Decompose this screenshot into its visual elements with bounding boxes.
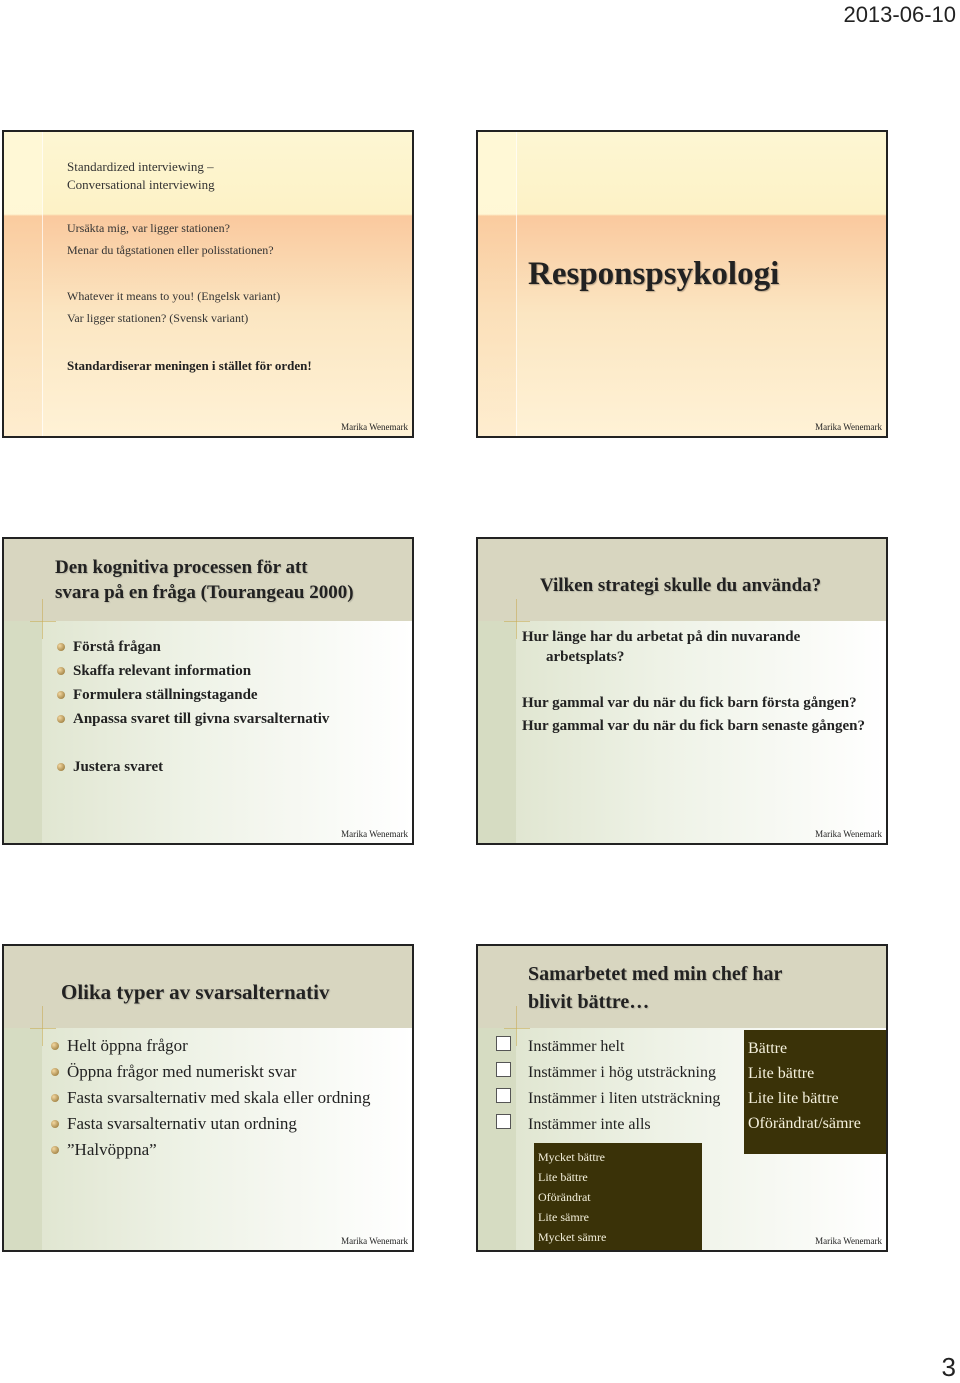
option-checkbox[interactable] [496, 1088, 511, 1103]
option-label: Instämmer inte alls [528, 1116, 651, 1133]
slide-footer: Marika Wenemark [341, 422, 408, 432]
bullet-icon [51, 1120, 59, 1128]
option-label: Instämmer i liten utsträckning [528, 1090, 721, 1107]
page-date: 2013-06-10 [843, 2, 956, 27]
slide-footer: Marika Wenemark [341, 1236, 408, 1246]
slide-title: Olika typer av svarsalternativ [61, 980, 330, 1004]
alternative-scale-box [744, 1030, 886, 1154]
scale-option: Oförändrat/sämre [748, 1115, 861, 1132]
page-number: 3 [941, 1352, 956, 1382]
slide-body [67, 219, 280, 327]
list-item-text: Helt öppna frågor [67, 1036, 188, 1055]
option-checkbox[interactable] [496, 1114, 511, 1129]
body-line: Menar du tågstationen eller polisstationen? [67, 243, 274, 257]
body-line: Whatever it means to you! (Engelsk variant) [67, 289, 281, 303]
list-item [51, 1111, 371, 1137]
list-item-text: Fasta svarsalternativ med skala eller ordning [67, 1088, 371, 1107]
scale-option: Lite sämre [538, 1210, 589, 1224]
scale-option: Oförändrat [538, 1190, 591, 1204]
list-item [57, 755, 163, 779]
slide-olika-typer [2, 944, 414, 1252]
list-item-text: Formulera ställningstagande [73, 687, 258, 703]
list-item [51, 1085, 371, 1111]
list-item-text: Skaffa relevant information [73, 663, 252, 679]
scale-option: Bättre [748, 1040, 788, 1057]
slide-decoration [478, 621, 516, 843]
list-item-text: Anpassa svaret till givna svarsalternativ [73, 711, 330, 727]
slide-footer: Marika Wenemark [341, 829, 408, 839]
question-line: Hur gammal var du när du fick barn senaste gången? [522, 718, 865, 734]
slide-conclusion: Standardiserar meningen i stället för orden! [67, 358, 312, 373]
slide-decoration [4, 621, 42, 843]
slide-decoration [504, 1028, 530, 1029]
bullet-icon [51, 1094, 59, 1102]
slide-title-line: Den kognitiva processen för att [55, 557, 308, 578]
slide-title-line: Conversational interviewing [67, 177, 215, 192]
list-item-text: Fasta svarsalternativ utan ordning [67, 1114, 297, 1133]
body-line: Ursäkta mig, var ligger stationen? [67, 221, 230, 235]
slide-decoration [30, 1028, 56, 1029]
slide-title: Vilken strategi skulle du använda? [540, 575, 822, 596]
slide-decoration [516, 1006, 517, 1046]
body-line: Var ligger stationen? (Svensk variant) [67, 311, 249, 325]
slide-decoration [516, 132, 517, 436]
slide-title: Responspsykologi [528, 256, 780, 292]
bullet-icon [57, 715, 65, 723]
slide-decoration [42, 1006, 43, 1046]
slide-title-line: svara på en fråga (Tourangeau 2000) [55, 582, 354, 603]
question-line: Hur länge har du arbetat på din nuvarande [522, 629, 801, 645]
scale-option: Mycket bättre [538, 1150, 605, 1164]
slide-decoration [4, 1028, 42, 1250]
bullet-icon [57, 667, 65, 675]
slide-title [55, 555, 354, 605]
slide-title [67, 158, 215, 194]
slide-footer: Marika Wenemark [815, 422, 882, 432]
slide-title-line: blivit bättre… [528, 991, 650, 1013]
option-checkbox[interactable] [496, 1036, 511, 1051]
list-item [57, 707, 329, 731]
bullet-icon [51, 1068, 59, 1076]
question-line: Hur gammal var du när du fick barn första gången? [522, 695, 857, 711]
bullet-list [57, 755, 163, 779]
answer-options [528, 1034, 720, 1138]
slide-decoration [516, 599, 517, 639]
bullet-icon [51, 1146, 59, 1154]
bullet-icon [57, 763, 65, 771]
slide-title-line: Samarbetet med min chef har [528, 963, 783, 985]
question-line: arbetsplats? [546, 649, 625, 665]
list-item [51, 1059, 371, 1085]
list-item-text: ”Halvöppna” [67, 1140, 157, 1159]
bullet-list [57, 635, 329, 731]
slide-samarbetet [476, 944, 888, 1252]
list-item [57, 659, 329, 683]
list-item [57, 683, 329, 707]
scale-option: Mycket sämre [538, 1230, 607, 1244]
list-item [51, 1137, 371, 1163]
slide-footer: Marika Wenemark [815, 829, 882, 839]
slide-title [528, 960, 782, 1016]
scale-option: Lite bättre [538, 1170, 588, 1184]
bullet-list [51, 1033, 371, 1163]
bullet-icon [51, 1042, 59, 1050]
slide-responspsykologi [476, 130, 888, 438]
option-checkbox[interactable] [496, 1062, 511, 1077]
bullet-icon [57, 643, 65, 651]
scale-option: Lite lite bättre [748, 1090, 839, 1107]
option-label: Instämmer i hög utsträckning [528, 1064, 716, 1081]
slide-standardized-interviewing [2, 130, 414, 438]
list-item-text: Förstå frågan [73, 639, 161, 655]
slide-decoration [504, 621, 530, 622]
slide-decoration [4, 132, 42, 436]
list-item [51, 1033, 371, 1059]
slide-footer: Marika Wenemark [815, 1236, 882, 1246]
option-label: Instämmer helt [528, 1038, 625, 1055]
slide-vilken-strategi [476, 537, 888, 845]
slide-body [522, 627, 865, 736]
slide-kognitiva-processen [2, 537, 414, 845]
slide-decoration [42, 599, 43, 639]
slide-decoration [42, 132, 43, 436]
list-item [57, 635, 329, 659]
slide-decoration [478, 132, 516, 436]
slide-title-line: Standardized interviewing – [67, 159, 214, 174]
alternative-scale-box [534, 1143, 702, 1252]
list-item-text: Öppna frågor med numeriskt svar [67, 1062, 297, 1081]
scale-option: Lite bättre [748, 1065, 815, 1082]
slide-decoration [30, 621, 56, 622]
bullet-icon [57, 691, 65, 699]
list-item-text: Justera svaret [73, 759, 164, 775]
